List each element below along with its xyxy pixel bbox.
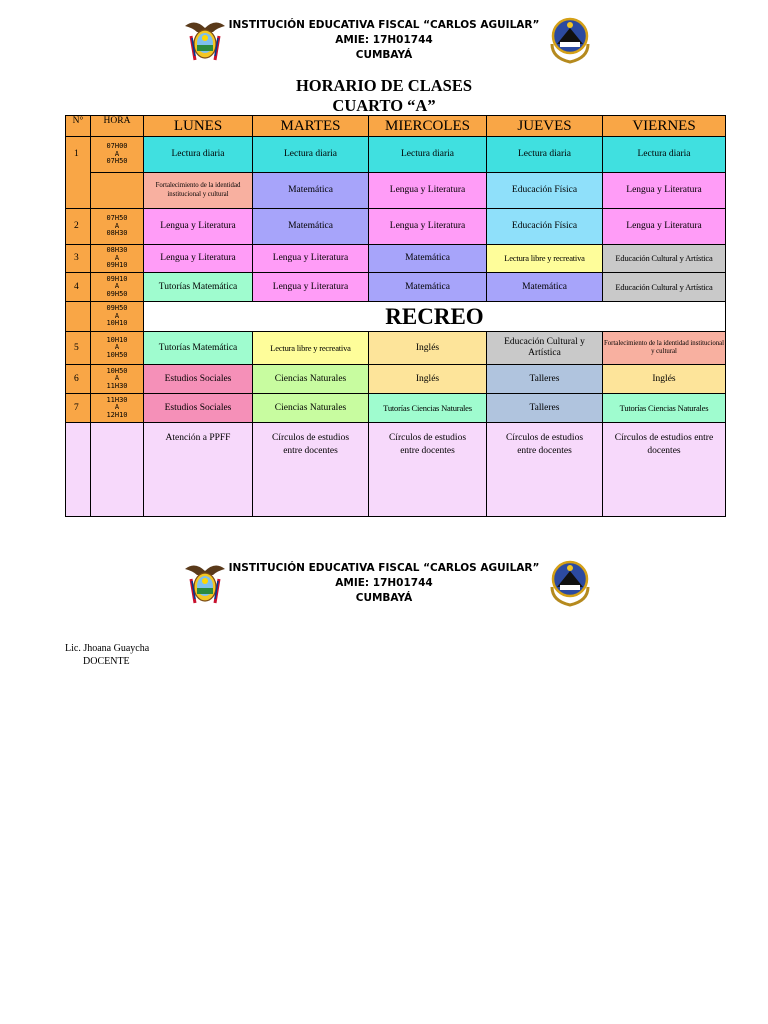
row-time-empty — [91, 423, 144, 517]
row-time: 10H10 A 10H50 — [91, 332, 144, 365]
row-number: 2 — [66, 209, 91, 245]
row-time: 11H30 A 12H10 — [91, 394, 144, 423]
class-cell: Inglés — [369, 332, 487, 365]
table-row — [66, 273, 726, 302]
header-bottom — [0, 557, 768, 627]
row-time: 09H10 A 09H50 — [91, 273, 144, 302]
row-number: 5 — [66, 332, 91, 365]
class-cell: Lectura libre y recreativa — [253, 332, 369, 365]
row-number: 1 — [66, 137, 91, 209]
recreo-label: RECREO — [144, 302, 726, 332]
class-cell: Matemática — [369, 245, 487, 273]
class-cell: Lengua y Literatura — [144, 245, 253, 273]
school-seal-icon — [548, 557, 592, 607]
class-cell: Ciencias Naturales — [253, 365, 369, 394]
class-cell: Tutorías Ciencias Naturales — [603, 394, 726, 423]
row-number: 4 — [66, 273, 91, 302]
activity-cell: Círculos de estudios entre docentes — [487, 423, 603, 517]
row-time: 08H30 A 09H10 — [91, 245, 144, 273]
row-time: 09H50 A 10H10 — [91, 302, 144, 332]
table-row — [66, 365, 726, 394]
class-cell: Lectura diaria — [487, 137, 603, 173]
class-cell: Educación Cultural y Artística — [603, 273, 726, 302]
institution-name: INSTITUCIÓN EDUCATIVA FISCAL “CARLOS AGUILAR” — [228, 562, 540, 574]
class-cell: Inglés — [369, 365, 487, 394]
activity-cell: Círculos de estudios entre docentes — [253, 423, 369, 517]
teacher-role: DOCENTE — [83, 656, 130, 667]
class-cell: Lectura libre y recreativa — [487, 245, 603, 273]
row-number — [66, 302, 91, 332]
activity-cell: Círculos de estudios entre docentes — [369, 423, 487, 517]
class-cell: Lengua y Literatura — [253, 273, 369, 302]
table-row — [66, 245, 726, 273]
header-day: LUNES — [144, 116, 253, 137]
class-cell: Lengua y Literatura — [369, 209, 487, 245]
table-row — [66, 332, 726, 365]
class-cell: Estudios Sociales — [144, 394, 253, 423]
city-name: CUMBAYÁ — [355, 592, 413, 604]
table-row-recreo — [66, 302, 726, 332]
header-no: N° — [66, 116, 91, 137]
table-header-row — [66, 116, 726, 137]
class-cell: Lengua y Literatura — [144, 209, 253, 245]
header-day: MIERCOLES — [369, 116, 487, 137]
class-cell: Talleres — [487, 394, 603, 423]
activity-cell: Atención a PPFF — [144, 423, 253, 517]
class-cell: Matemática — [369, 273, 487, 302]
header-day: MARTES — [253, 116, 369, 137]
class-cell: Talleres — [487, 365, 603, 394]
schedule-table — [65, 115, 726, 517]
signature-block — [65, 642, 149, 668]
table-row — [66, 173, 726, 209]
class-cell: Lectura diaria — [253, 137, 369, 173]
table-row — [66, 423, 726, 517]
activity-cell: Círculos de estudios entre docentes — [603, 423, 726, 517]
row-time: 07H50 A 08H30 — [91, 209, 144, 245]
class-cell: Educación Cultural y Artística — [487, 332, 603, 365]
school-seal-icon — [548, 14, 592, 64]
class-cell: Educación Física — [487, 209, 603, 245]
teacher-name: Lic. Jhoana Guaycha — [65, 643, 150, 654]
class-cell: Tutorías Ciencias Naturales — [369, 394, 487, 423]
class-cell: Fortalecimiento de la identidad institucional y cultural — [144, 173, 253, 209]
amie-code: AMIE: 17H01744 — [335, 34, 433, 46]
institution-name: INSTITUCIÓN EDUCATIVA FISCAL “CARLOS AGUILAR” — [228, 19, 540, 31]
class-cell: Fortalecimiento de la identidad institucional y cultural — [603, 332, 726, 365]
class-cell: Matemática — [487, 273, 603, 302]
class-cell: Lectura diaria — [144, 137, 253, 173]
class-cell: Lengua y Literatura — [603, 209, 726, 245]
row-number: 6 — [66, 365, 91, 394]
table-row — [66, 209, 726, 245]
class-cell: Educación Cultural y Artística — [603, 245, 726, 273]
class-cell: Lengua y Literatura — [253, 245, 369, 273]
table-row — [66, 394, 726, 423]
class-cell: Tutorías Matemática — [144, 273, 253, 302]
class-cell: Tutorías Matemática — [144, 332, 253, 365]
row-number: 7 — [66, 394, 91, 423]
schedule-title — [0, 76, 768, 116]
class-cell: Educación Física — [487, 173, 603, 209]
row-number-empty — [66, 423, 91, 517]
header-top — [0, 14, 768, 84]
header-hora: HORA — [91, 116, 144, 137]
class-cell: Lengua y Literatura — [369, 173, 487, 209]
row-time: 10H50 A 11H30 — [91, 365, 144, 394]
row-number: 3 — [66, 245, 91, 273]
header-day: VIERNES — [603, 116, 726, 137]
class-cell: Matemática — [253, 209, 369, 245]
row-time: 07H00 A 07H50 — [91, 137, 144, 173]
city-name: CUMBAYÁ — [355, 49, 413, 61]
class-cell: Matemática — [253, 173, 369, 209]
class-cell: Lengua y Literatura — [603, 173, 726, 209]
class-cell: Estudios Sociales — [144, 365, 253, 394]
class-cell: Inglés — [603, 365, 726, 394]
class-cell: Lectura diaria — [603, 137, 726, 173]
header-day: JUEVES — [487, 116, 603, 137]
class-cell: Lectura diaria — [369, 137, 487, 173]
title-line2: CUARTO “A” — [332, 96, 436, 115]
table-row — [66, 137, 726, 173]
row-time-empty — [91, 173, 144, 209]
class-cell: Ciencias Naturales — [253, 394, 369, 423]
title-line1: HORARIO DE CLASES — [295, 76, 473, 95]
amie-code: AMIE: 17H01744 — [335, 577, 433, 589]
